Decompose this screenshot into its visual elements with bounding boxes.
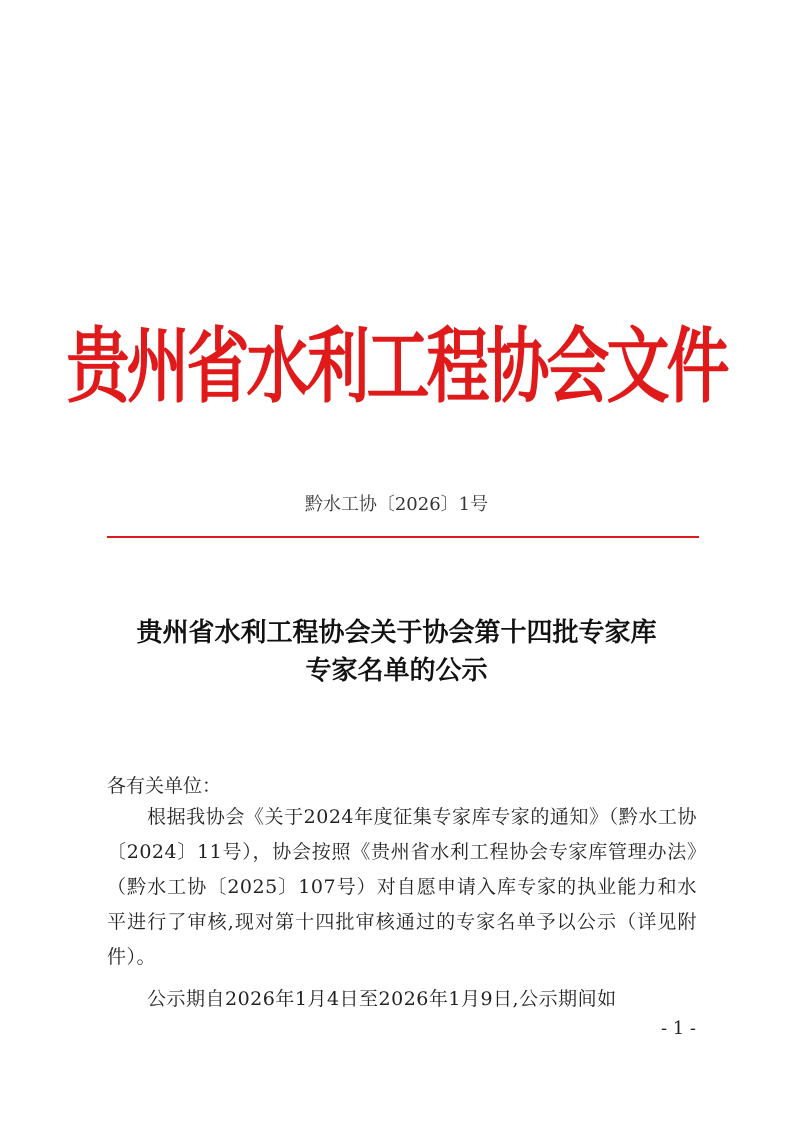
notice-title: [60, 614, 733, 690]
body-paragraph-2: 公示期自2026年1月4日至2026年1月9日,公示期间如: [147, 988, 617, 1010]
masthead-title: 贵州省水利工程协会文件: [66, 319, 727, 415]
page-number: - 1 -: [660, 1018, 696, 1039]
notice-title-line-1: 贵州省水利工程协会关于协会第十四批专家库: [136, 618, 657, 648]
document-number: 黔水工协〔2026〕1号: [304, 494, 489, 515]
notice-title-line-2: 专家名单的公示: [305, 656, 488, 686]
body-paragraph-1: 根据我协会《关于2024年度征集专家库专家的通知》（黔水工协〔2024〕11号），协会按照《贵州省水利工程协会专家库管理办法》（黔水工协〔2025〕107号）对自愿申请入库专家的执业能力和水平进行了审核,现对第十四批审核通过的专家名单予以公示（详见附件）。: [107, 806, 697, 968]
red-divider: [107, 536, 699, 538]
salutation: 各有关单位：: [107, 775, 222, 797]
